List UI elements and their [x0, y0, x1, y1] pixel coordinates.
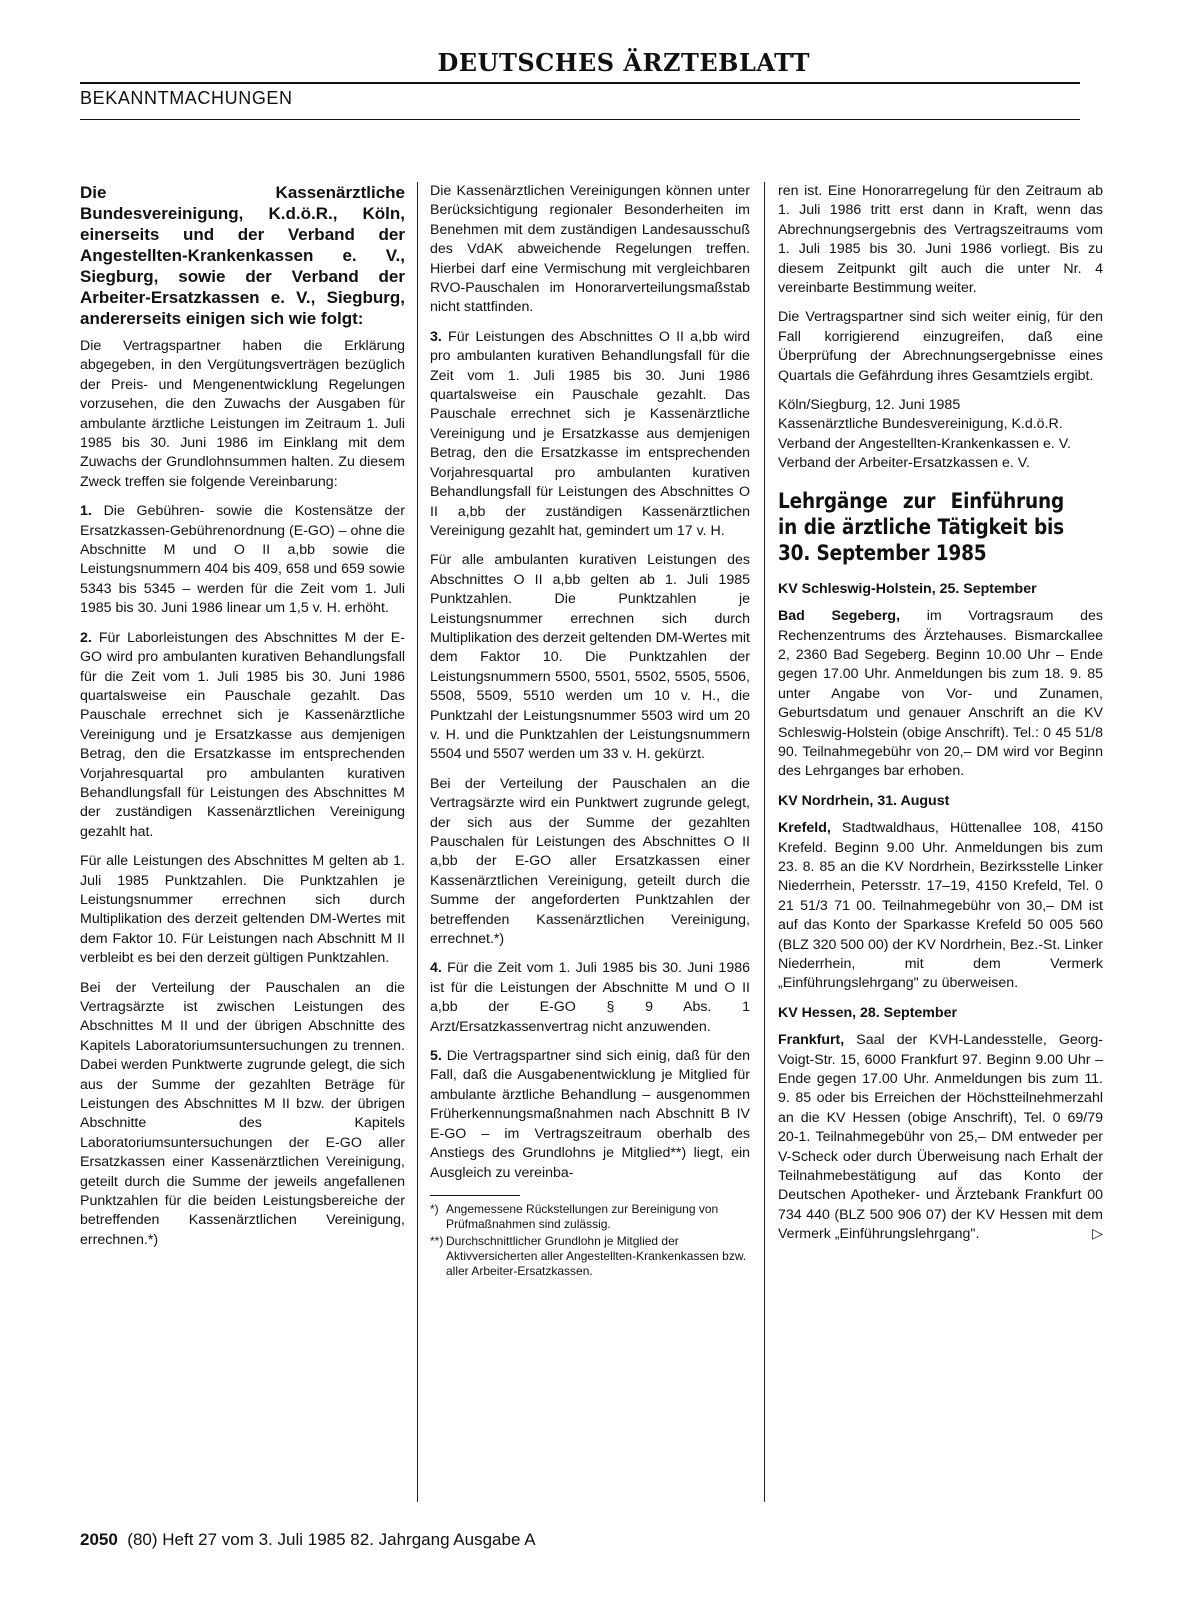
- paragraph-text: Die Vertragspartner sind sich einig, daß für den Fall, daß die Ausgabenentwicklung je Mitglied für ambulante ärztliche Behandlung – ausgenommen Früherkennungsmaßnahmen nach Abschnitt B IV E-GO – im Vertragszeitraum oberhalb des Anstiegs des Grundlohns je Mitglied**) liegt, ein Ausgleich zu vereinba-: [430, 1048, 750, 1181]
- paragraph: [778, 819, 1103, 994]
- item-number: 3.: [430, 328, 442, 345]
- signature-line: Kassenärztliche Bundesvereinigung, K.d.ö.R.: [778, 416, 1063, 433]
- column-2: [430, 182, 750, 1281]
- paragraph-text: Stadtwaldhaus, Hüttenallee 108, 4150 Krefeld. Beginn 9.00 Uhr. Anmeldungen bis zum 23. 8. 85 an die KV Nordrhein, Bezirksstelle Linker Niederrhein, Petersstr. 17–19, 4150 Krefeld, Tel. 0 21 51/3 71 00. Teilnahmegebühr von 30,– DM ist auf das Konto der Sparkasse Krefeld 50 005 560 (BLZ 320 500 00) der KV Nordrhein, Bez.-St. Linker Niederrhein, mit dem Vermerk „Einführungslehrgang" zu überweisen.: [778, 820, 1103, 992]
- footnote: [430, 1202, 750, 1232]
- item-number: 2.: [80, 629, 92, 646]
- paragraph: Für alle ambulanten kurativen Leistungen des Abschnittes O II a,bb gelten ab 1. Juli 1985 Punktzahlen. Die Punktzahlen je Leistungsnummer errechnen sich durch Multiplikation des derzeit geltenden DM-Wertes mit dem Faktor 10. Die Punktzahlen der Leistungsnummern 5500, 5501, 5502, 5505, 5506, 5508, 5509, 5510 werden um 10 v. H., die Punktzahl der Leistungsnummer 5503 wird um 20 v. H. und die Punktzahlen der Leistungsnummern 5504 und 5507 werden um 33 v. H. gekürzt.: [430, 552, 750, 763]
- paragraph: Für alle Leistungen des Abschnittes M gelten ab 1. Juli 1985 Punktzahlen. Die Punktzahlen je Leistungsnummer errechnen sich durch Multiplikation des derzeit geltenden DM-Wertes mit dem Faktor 10. Für Leistungen nach Abschnitt M II verbleibt es bei den derzeit gültigen Punktzahlen.: [80, 853, 405, 967]
- paragraph: ren ist. Eine Honorarregelung für den Zeitraum ab 1. Juli 1986 tritt erst dann in Kraft, wenn das Abrechnungsergebnis des Vertragszeitraums vom 1. Juli 1985 bis 30. Juni 1986 vorliegt. Bis zu diesem Zeitpunkt gilt auch die unter Nr. 4 vereinbarte Bestimmung weiter.: [778, 183, 1103, 297]
- paragraph-text: Für Laborleistungen des Abschnittes M der E-GO wird pro ambulanten kurativen Behandlungsfall für die Zeit vom 1. Juli 1985 bis 30. Juni 1986 quartalsweise ein Pauschale gezahlt. Das Pauschale errechnet sich je Kassenärztliche Vereinigung und je Ersatzkasse aus demjenigen Betrag, den die Ersatzkasse im entsprechenden Vorjahresquartal pro ambulanten kurativen Behandlungsfall für Leistungen des Abschnittes M der zuständigen Kassenärztlichen Vereinigung gezahlt hat.: [80, 629, 405, 840]
- header-divider: [80, 119, 1080, 120]
- issue-info: (80) Heft 27 vom 3. Juli 1985 82. Jahrgang Ausgabe A: [127, 1530, 536, 1549]
- place-name: Frankfurt,: [778, 1032, 845, 1049]
- paragraph-text: Für Leistungen des Abschnittes O II a,bb wird pro ambulanten kurativen Behandlungsfall für die Zeit vom 1. Juli 1985 bis 30. Juni 1986 quartalsweise ein Pauschale gezahlt. Das Pauschale errechnet sich je Kassenärztliche Vereinigung und je Ersatzkasse aus demjenigen Betrag, den die Ersatzkasse im entsprechenden Vorjahresquartal pro ambulanten kurativen Behandlungsfall für Leistungen des Abschnittes O II a,bb der zuständigen Kassenärztlichen Vereinigung gezahlt hat, gemindert um 17 v. H.: [430, 328, 750, 539]
- place-name: Krefeld,: [778, 820, 831, 837]
- footnote-text: Durchschnittlicher Grundlohn je Mitglied der Aktivversicherten aller Angestellten-Krankenkassen bzw. aller Arbeiter-Ersatzkassen.: [446, 1233, 747, 1278]
- column-divider: [764, 182, 765, 1502]
- paragraph: Bei der Verteilung der Pauschalen an die Vertragsärzte wird ein Punktwert zugrunde gelegt, der sich aus der Summe der gezahlten Pauschalen für Leistungen des Abschnittes O II a,bb der E-GO aller Ersatzkassen einer Kassenärztlichen Vereinigung, geteilt durch die Summe der angeforderten Punktzahlen der betreffenden Kassenärztlichen Vereinigung, errechnet.*): [430, 775, 750, 948]
- paragraph: [778, 1031, 1103, 1244]
- item-number: 5.: [430, 1048, 442, 1065]
- paragraph-text: Für die Zeit vom 1. Juli 1985 bis 30. Juni 1986 ist für die Leistungen der Abschnitte M und O II a,bb der E-GO § 9 Abs. 1 Arzt/Ersatzkassenvertrag nicht anzuwenden.: [430, 960, 750, 1035]
- paragraph: [778, 607, 1103, 782]
- journal-title: DEUTSCHES ÄRZTEBLATT: [437, 48, 810, 77]
- signature-line: Köln/Siegburg, 12. Juni 1985: [778, 397, 961, 414]
- section-label: BEKANNTMACHUNGEN: [80, 88, 293, 108]
- paragraph: [430, 959, 750, 1037]
- item-number: 4.: [430, 960, 442, 977]
- place-name: Bad Segeberg,: [778, 608, 901, 625]
- subheading: KV Schleswig-Holstein, 25. September: [778, 580, 1037, 597]
- page-footer: [80, 1530, 536, 1550]
- footnote: [430, 1234, 750, 1279]
- paragraph-text: Saal der KVH-Landesstelle, Georg-Voigt-Str. 15, 6000 Frankfurt 97. Beginn 9.00 Uhr – Ende gegen 17.00 Uhr. Anmeldungen bis zum 11. 9. 85 oder bis Erreichen der Höchstteilnehmerzahl an die KV Hessen (obige Anschrift), Tel. 0 69/79 20-1. Teilnahmegebühr von 25,– DM entweder per V-Scheck oder durch Überweisung nach Erhalt der Teilnahmebestätigung auf das Konto der Deutschen Apotheker- und Ärztebank Frankfurt 00 734 440 (BLZ 500 906 07) der KV Hessen mit dem Vermerk „Einführungslehrgang".: [778, 1032, 1103, 1243]
- footnote-text: Angemessene Rückstellungen zur Bereinigung von Prüfmaßnahmen sind zulässig.: [446, 1201, 719, 1231]
- paragraph: [430, 1047, 750, 1183]
- column-divider: [417, 182, 418, 1502]
- item-number: 1.: [80, 503, 92, 520]
- paragraph: Die Kassenärztlichen Vereinigungen können unter Berücksichtigung regionaler Besonderheiten im Benehmen mit dem zuständigen Landesausschuß des VdAK abweichende Regelungen treffen. Hierbei darf eine Vermischung mit vergleichbaren RVO-Pauschalen im Honorarverteilungsmaßstab nicht stattfinden.: [430, 183, 750, 316]
- signature-line: Verband der Angestellten-Krankenkassen e. V.: [778, 435, 1071, 452]
- signature-line: Verband der Arbeiter-Ersatzkassen e. V.: [778, 455, 1030, 472]
- footnote-mark: **): [430, 1233, 444, 1248]
- page-number: 2050: [80, 1530, 118, 1549]
- subheading: KV Nordrhein, 31. August: [778, 792, 950, 809]
- masthead: [80, 46, 1080, 84]
- column-1: [80, 182, 405, 1260]
- paragraph-text: im Vortragsraum des Rechenzentrums des Ärztehauses. Bismarckallee 2, 2360 Bad Segeberg. Beginn 10.00 Uhr – Ende gegen 17.00 Uhr. Anmeldungen bis zum 18. 9. 85 unter Angabe von Vor- und Zunamen, Geburtsdatum und genauer Anschrift an die KV Schleswig-Holstein (obige Anschrift). Tel.: 0 45 51/8 90. Teilnahmegebühr von 20,– DM wird vor Beginn des Lehrganges bar erhoben.: [778, 608, 1103, 780]
- footnote-mark: *): [430, 1201, 439, 1216]
- paragraph: [80, 502, 405, 618]
- article-heading: Die Kassenärztliche Bundesvereinigung, K.d.ö.R., Köln, einerseits und der Verband der Angestellten-Krankenkassen e. V., Siegburg, sowie der Verband der Arbeiter-Ersatzkassen e. V., Siegburg, andererseits einigen sich wie folgt:: [80, 183, 405, 328]
- signature-block: [778, 396, 1103, 474]
- footnote-divider: [430, 1195, 520, 1196]
- continue-arrow-icon: ▷: [1092, 1226, 1103, 1243]
- paragraph: Bei der Verteilung der Pauschalen an die Vertragsärzte ist zwischen Leistungen des Abschnittes M II und der übrigen Abschnitte des Kapitels Laboratoriumsuntersuchungen zu trennen. Dabei werden Punktwerte zugrunde gelegt, die sich aus der Summe der gezahlten Beträge für Leistungen des Abschnittes M II bzw. der übrigen Abschnitte des Kapitels Laboratoriumsuntersuchungen der E-GO aller Ersatzkassen einer Kassenärztlichen Vereinigung, geteilt durch die Summe der jeweils angefallenen Punktzahlen für die beiden Leistungsbereiche der betreffenden Kassenärztlichen Vereinigung, errechnen.*): [80, 979, 405, 1248]
- article-heading-2: Lehrgänge zur Einführung in die ärztliche Tätigkeit bis 30. September 1985: [778, 488, 1064, 565]
- paragraph: Die Vertragspartner haben die Erklärung abgegeben, in den Vergütungsverträgen bezüglich der Preis- und Mengenentwicklung Regelungen vorzusehen, die den Zuwachs der Ausgaben für ambulante ärztliche Leistungen im Zeitraum 1. Juli 1985 bis 30. Juni 1986 im Einklang mit dem Zuwachs der Grundlohnsummen halten. Zu diesem Zweck treffen sie folgende Vereinbarung:: [80, 338, 405, 490]
- paragraph: [80, 629, 405, 842]
- paragraph-text: Die Gebühren- sowie die Kostensätze der Ersatzkassen-Gebührenordnung (E-GO) – ohne die Abschnitte M und O II a,bb sowie die Leistungsnummern 404 bis 409, 658 und 659 sowie 5343 bis 5345 – werden für die Zeit vom 1. Juli 1985 bis 30. Juni 1986 linear um 1,5 v. H. erhöht.: [80, 503, 405, 617]
- column-3: [778, 182, 1103, 1255]
- paragraph: Die Vertragspartner sind sich weiter einig, für den Fall korrigierend einzugreifen, daß eine Überprüfung der Abrechnungsergebnisse eines Quartals die Gefährdung ihres Gesamtziels ergibt.: [778, 309, 1103, 384]
- subheading: KV Hessen, 28. September: [778, 1004, 957, 1021]
- paragraph: [430, 328, 750, 541]
